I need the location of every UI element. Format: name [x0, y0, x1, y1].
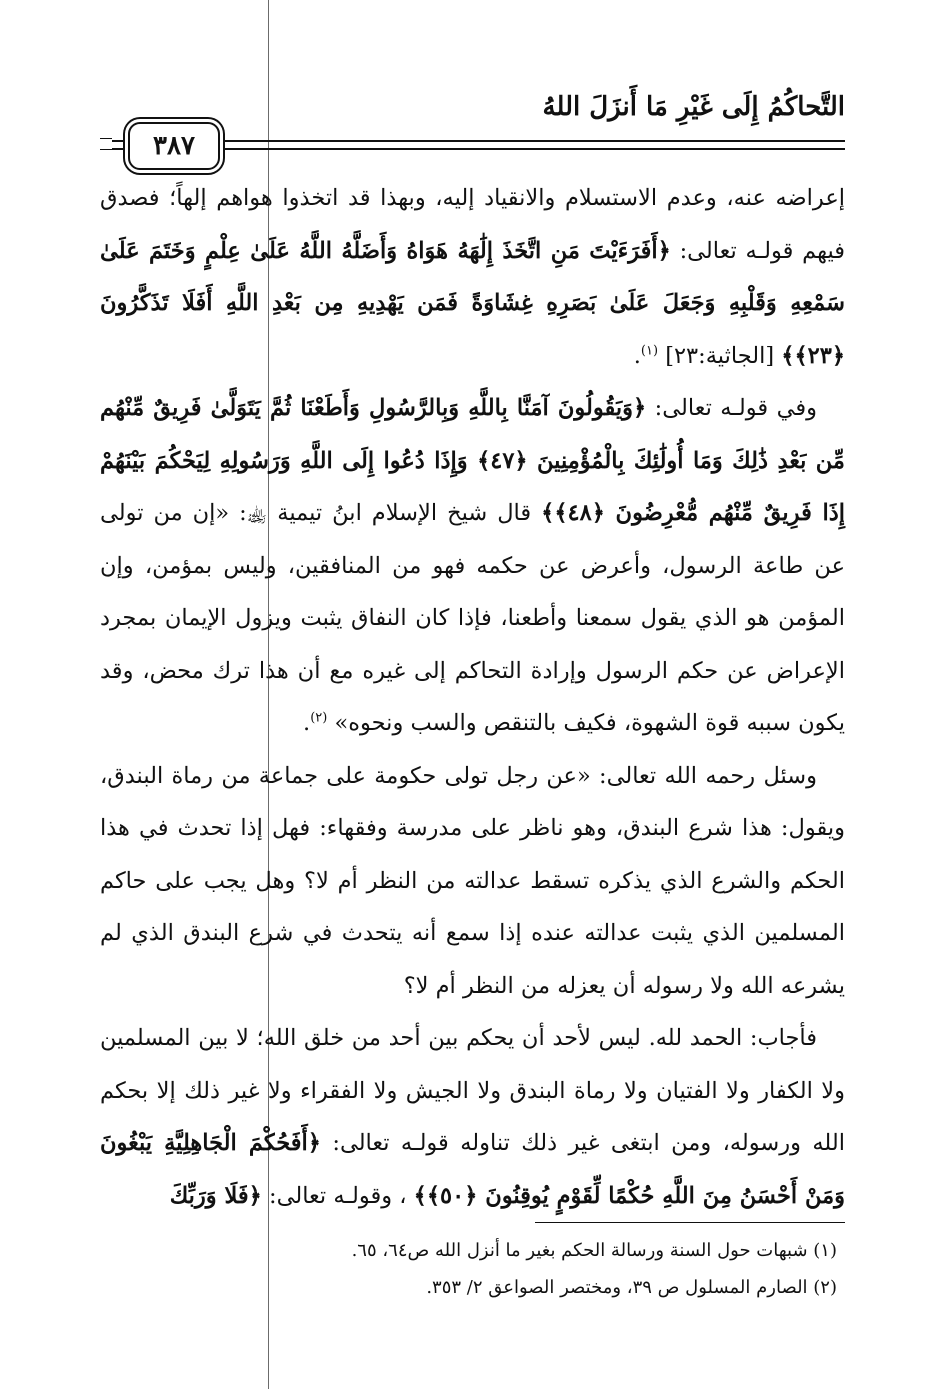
quran-verse-jathiya: ﴿أَفَرَءَيْتَ مَنِ اتَّخَذَ إِلَٰهَهُ هَوَاهُ وَأَضَلَّهُ اللَّهُ عَلَىٰ عِلْمٍ وَخَتَمَ عَلَىٰ سَمْعِهِ وَقَلْبِهِ وَجَعَلَ عَلَىٰ بَصَرِهِ غِشَاوَةً فَمَن يَهْدِيهِ مِن بَعْدِ اللَّهِ أَفَلَا تَذَكَّرُونَ ﴿٢٣﴾﴾ [100, 237, 845, 369]
paragraph-4 [100, 1012, 845, 1222]
paragraph-2-text: وفي قولـه تعالى: [646, 395, 817, 421]
header-rule-bottom [112, 148, 845, 150]
paragraph-2: وفي قولـه تعالى: ﴿وَيَقُولُونَ آمَنَّا بِاللَّهِ وَبِالرَّسُولِ وَأَطَعْنَا ثُمَّ يَتَوَلَّىٰ فَرِيقٌ مِّنْهُم مِّن بَعْدِ ذَٰلِكَ وَمَا أُولَٰئِكَ بِالْمُؤْمِنِينَ ﴿٤٧﴾ وَإِذَا دُعُوا إِلَى اللَّهِ وَرَسُولِهِ لِيَحْكُمَ بَيْنَهُمْ إِذَا فَرِيقٌ مِّنْهُم مُّعْرِضُونَ ﴿٤٨﴾﴾ قال شيخ الإسلام ابنُ تيمية ﵀: «إن من تولى عن طاعة الرسول، وأعرض عن حكمه فهو من المنافقين، وليس بمؤمن، وإن المؤمن هو الذي يقول سمعنا وأطعنا، فإذا كان النفاق يثبت ويزول الإيمان بمجرد الإعراض عن حكم الرسول وإرادة التحاكم إلى غيره مع أن هذا ترك محض، وقد يكون سببه قوة الشهوة، فكيف بالتنقص والسب ونحوه» $^{(٢)}$. [100, 395, 846, 736]
paragraph-4-text-2: ، وقولـه تعالى: [261, 1182, 407, 1209]
quran-verse-maida: ﴿أَفَحُكْمَ الْجَاهِلِيَّةِ يَبْغُونَ وَمَنْ أَحْسَنُ مِنَ اللَّهِ حُكْمًا لِّقَوْمٍ يُوقِنُونَ ﴿٥٠﴾﴾ [100, 1130, 845, 1209]
verse-reference: [الجاثية:٢٣] [665, 342, 775, 369]
footnote-2: (٢) الصارم المسلول ص ٣٩، ومختصر الصواعق ٢/ ٣٥٣. [426, 1277, 837, 1298]
quran-verse-nisa: ﴿فَلَا وَرَبِّكَ [169, 1182, 262, 1209]
paragraph-1: إعراضه عنه، وعدم الاستسلام والانقياد إليه، وبهذا قد اتخذوا هواهم إلهاً؛ فصدق فيهم قولـه تعالى: ﴿أَفَرَءَيْتَ مَنِ اتَّخَذَ إِلَٰهَهُ هَوَاهُ وَأَضَلَّهُ اللَّهُ عَلَىٰ عِلْمٍ وَخَتَمَ عَلَىٰ سَمْعِهِ وَقَلْبِهِ وَجَعَلَ عَلَىٰ بَصَرِهِ غِشَاوَةً فَمَن يَهْدِيهِ مِن بَعْدِ اللَّهِ أَفَلَا تَذَكَّرُونَ ﴿٢٣﴾﴾ [الجاثية:٢٣] $^{(١)}$. [100, 185, 846, 369]
paragraph-1-text: إعراضه عنه، وعدم الاستسلام والانقياد إليه، وبهذا قد اتخذوا هواهم إلهاً؛ فصدق فيهم قولـه تعالى: [100, 185, 846, 264]
header-rule-top [112, 140, 845, 142]
footnote-divider [535, 1222, 845, 1223]
main-text [100, 172, 845, 1222]
page-number: ٣٨٧ [128, 122, 220, 170]
quran-verse-nur: ﴿وَيَقُولُونَ آمَنَّا بِاللَّهِ وَبِالرَّسُولِ وَأَطَعْنَا ثُمَّ يَتَوَلَّىٰ فَرِيقٌ مِّنْهُم مِّن بَعْدِ ذَٰلِكَ وَمَا أُولَٰئِكَ بِالْمُؤْمِنِينَ ﴿٤٧﴾ وَإِذَا دُعُوا إِلَى اللَّهِ وَرَسُولِهِ لِيَحْكُمَ بَيْنَهُمْ إِذَا فَرِيقٌ مِّنْهُم مُّعْرِضُونَ ﴿٤٨﴾﴾ [100, 395, 846, 526]
footnote-marker-1: (١) [640, 343, 659, 358]
paragraph-2-quote: قال شيخ الإسلام ابنُ تيمية ﵀: «إن من تولى عن طاعة الرسول، وأعرض عن حكمه فهو من المنافقين، وليس بمؤمن، وإن المؤمن هو الذي يقول سمعنا وأطعنا، فإذا كان النفاق يثبت ويزول الإيمان بمجرد الإعراض عن حكم الرسول وإرادة التحاكم إلى غيره مع أن هذا ترك محض، وقد يكون سببه قوة الشهوة، فكيف بالتنقص والسب ونحوه» [100, 500, 845, 736]
header-rule-end-mark [100, 138, 112, 150]
paragraph-3-text: وسئل رحمه الله تعالى: «عن رجل تولى حكومة على جماعة من رماة البندق، ويقول: هذا شرع البندق، وهو ناظر على مدرسة وفقهاء: فهل إذا تحدث في هذا الحكم والشرع الذي يذكره تسقط عدالته من النظر أم لا؟ وهل يجب على حاكم المسلمين الذي يثبت عدالته عنده إذا سمع أنه يتحدث في شرع البندق الذي لم يشرعه الله ولا رسوله أن يعزله من النظر أم لا؟ [100, 762, 845, 999]
book-title: التَّحاكُمُ إِلَى غَيْرِ مَا أَنزَلَ اللهُ [542, 92, 845, 122]
footnotes [100, 1232, 845, 1306]
paragraph-3 [100, 750, 845, 1013]
footnote-1: (١) شبهات حول السنة ورسالة الحكم بغير ما أنزل الله ص٦٤، ٦٥. [351, 1240, 837, 1261]
footnote-marker-2: (٢) [310, 710, 328, 726]
paragraph-4-text: فأجاب: الحمد لله. ليس لأحد أن يحكم بين أحد من خلق الله؛ لا بين المسلمين ولا الكفار ولا الفتيان ولا رماة البندق ولا الجيش ولا الفقراء ولا غير ذلك إلا بحكم الله ورسوله، ومن ابتغى غير ذلك تناوله قولـه تعالى: [100, 1025, 845, 1156]
